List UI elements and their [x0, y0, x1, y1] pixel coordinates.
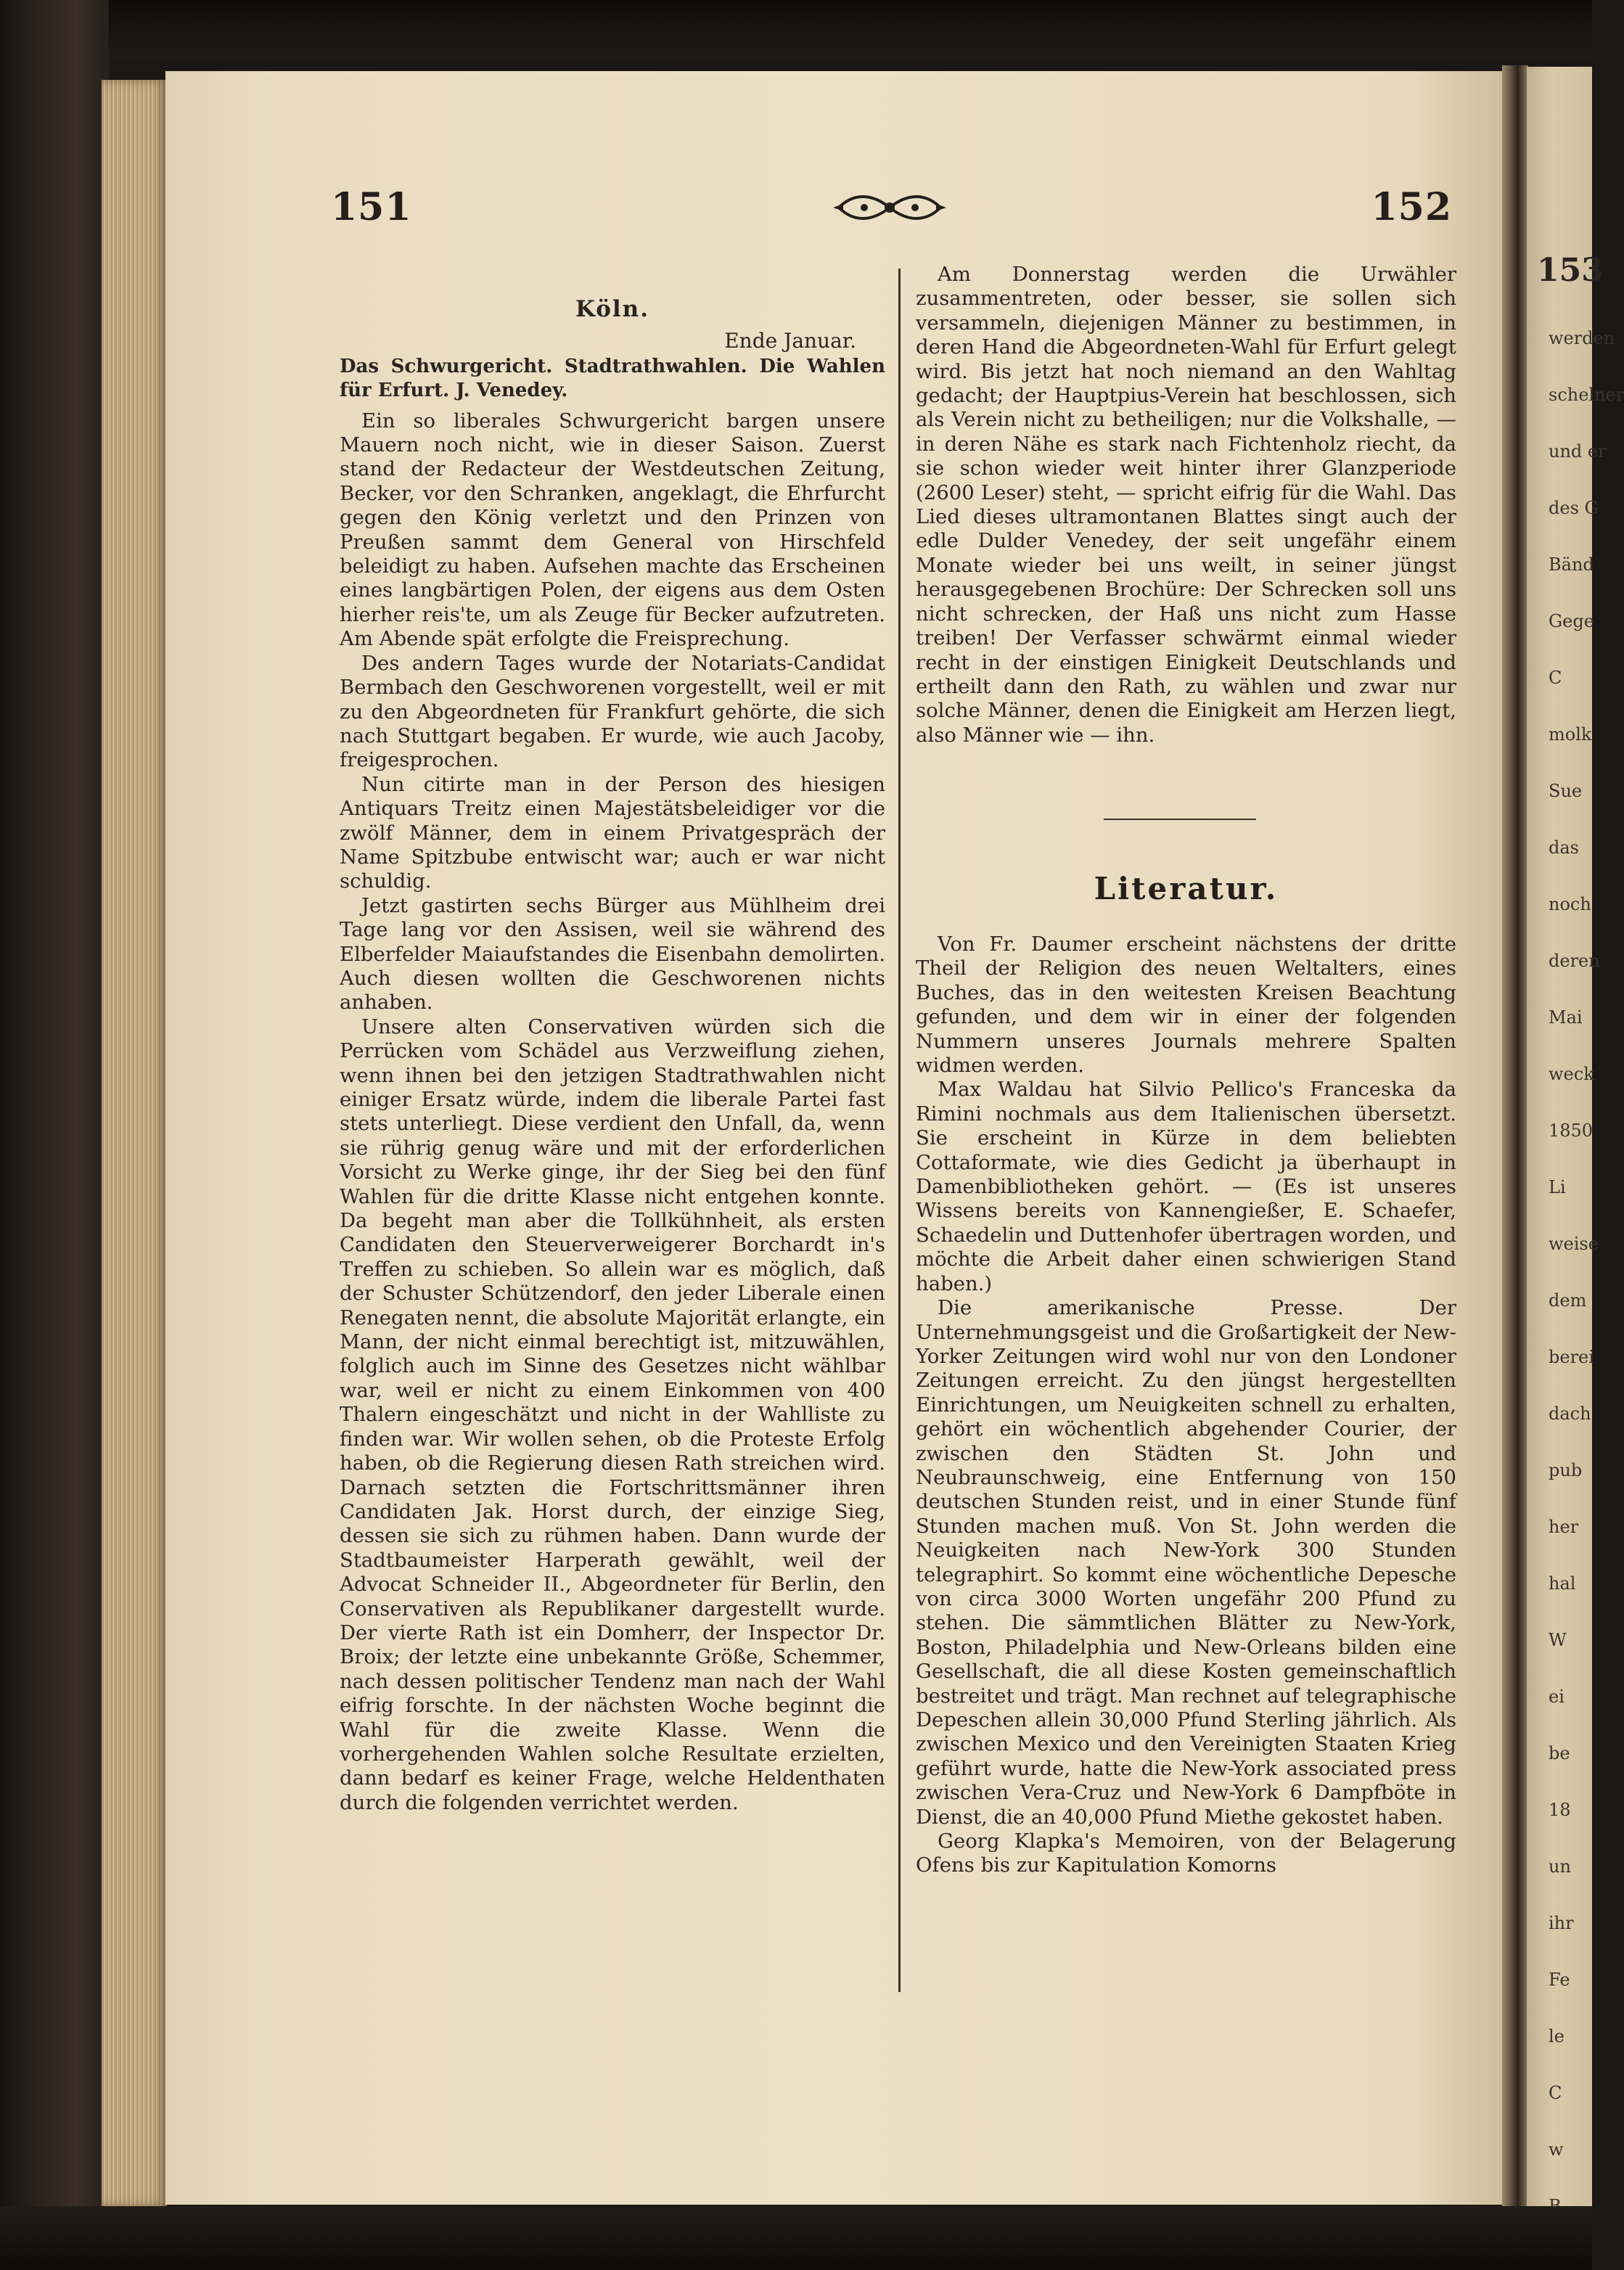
paragraph: Des andern Tages wurde der Notariats-Candidat Bermbach den Geschworenen vorgestellt, weil er mit zu den Abgeordneten für Frankfurt gehörte, die sich nach Stuttgart begaben. Er wurde, wie auch Jacoby, freigesprochen.	[340, 651, 885, 772]
next-page-fragment: dach	[1549, 1404, 1591, 1424]
next-page-fragment: un	[1549, 1856, 1571, 1877]
next-page-fragment: deren	[1549, 951, 1600, 971]
next-page-fragment: W	[1549, 1630, 1567, 1650]
next-page-fragment: 1850	[1549, 1120, 1594, 1141]
ornament-icon	[832, 189, 948, 226]
paragraph: Unsere alten Conservativen würden sich die Perrücken vom Schädel aus Verzweiflung ziehen, wenn ihnen bei den jetzigen Stadtrathwahlen nicht einiger Ersatz würde, indem die liberale Partei fast stets unterliegt. Diese verdient den Unfall, da, wenn sie rührig genug wäre und mit der erforderlichen Vorsicht zu Werke ginge, ihr der Sieg bei den fünf Wahlen für die dritte Klasse nicht entgehen konnte. Da begeht man aber die Tollkühnheit, als ersten Candidaten den Steuerverweigerer Borchardt in's Treffen zu schieben. So allein war es möglich, daß der Schuster Schützendorf, den jeder Liberale einen Renegaten nennt, die absolute Majorität erlangte, ein Mann, der nicht einmal berechtigt ist, mitzuwählen, folglich auch im Sinne des Gesetzes nicht wählbar war, weil er nicht zu einem Einkommen von 400 Thalern eingeschätzt und nicht in der Wahlliste zu finden war. Wir wollen sehen, ob die Proteste Erfolg haben, ob die Regierung diesen Rath streichen wird. Darnach setzten die Fortschrittsmänner ihren Candidaten Jak. Horst durch, der einzige Sieg, dessen sie sich zu rühmen haben. Dann wurde der Stadtbaumeister Harperath gewählt, weil der Advocat Schneider II., Abgeordneter für Berlin, den Conservativen als Republikaner dargestellt wurde. Der vierte Rath ist ein Domherr, der Inspector Dr. Broix; der letzte eine unbekannte Größe, Schemmer, nach dessen politischer Tendenz man nach der Wahl eifrig forschte. In der nächsten Woche beginnt die Wahl für die zweite Klasse. Wenn die vorhergehenden Wahlen solche Resultate erzielten, dann bedarf es keiner Frage, welche Heldenthaten durch die folgenden verrichtet werden.	[340, 1015, 885, 1814]
page-edges	[102, 80, 167, 2206]
article-heading: Köln.	[575, 296, 650, 322]
next-page-fragment: berei	[1549, 1347, 1594, 1367]
next-page-fragment: weck	[1549, 1064, 1594, 1084]
paragraph: Georg Klapka's Memoiren, von der Belagerung Ofens bis zur Kapitulation Komorns	[916, 1829, 1456, 1877]
next-page-fragment: 18	[1549, 1800, 1571, 1820]
book-gutter	[1502, 65, 1528, 2206]
next-page-fragment: schelner	[1549, 385, 1624, 405]
next-page-number: 153	[1537, 252, 1604, 289]
literature-section	[916, 933, 1456, 1878]
page-header	[331, 185, 1452, 236]
next-page-fragment: molk	[1549, 724, 1592, 745]
next-page-fragment: be	[1549, 1743, 1570, 1763]
book-frame-bottom	[0, 2206, 1592, 2270]
next-page-fragment: werden	[1549, 328, 1615, 348]
paragraph: Max Waldau hat Silvio Pellico's Franceska da Rimini nochmals aus dem Italienischen übersetzt. Sie erscheint in Kürze in dem beliebten Cottaformate, wie dies Gedicht ja überhaupt in Damenbibliotheken gehört. — (Es ist unseres Wissens bereits von Kannengießer, E. Schaefer, Schaedelin und Duttenhofer übertragen worden, und möchte die Arbeit daher einen schwierigen Stand haben.)	[916, 1078, 1456, 1295]
next-page-fragment: le	[1549, 2026, 1564, 2046]
next-page-fragment: Fe	[1549, 1970, 1570, 1990]
next-page-edge	[1527, 67, 1624, 2208]
next-page-fragment: des G	[1549, 498, 1599, 518]
paragraph: Nun citirte man in der Person des hiesigen Antiquars Treitz einen Majestätsbeleidiger vor die zwölf Männer, dem in einem Privatgespräch der Name Spitzbube entwischt war; auch er war nicht schuldig.	[340, 772, 885, 893]
left-column	[340, 298, 885, 1815]
next-page-fragment: pub	[1549, 1460, 1583, 1480]
next-page-fragment: C	[1549, 668, 1562, 688]
next-page-fragment: Sue	[1549, 781, 1583, 801]
column-divider	[898, 269, 901, 1992]
book-spine-left	[0, 0, 109, 2270]
next-page-fragment: her	[1549, 1517, 1579, 1537]
next-page-fragment: C	[1549, 2083, 1562, 2103]
section-rule	[1104, 819, 1256, 820]
next-page-fragment: w	[1549, 2139, 1564, 2160]
paragraph: Jetzt gastirten sechs Bürger aus Mühlheim drei Tage lang vor den Assisen, weil sie während des Elberfelder Maiaufstandes die Eisenbahn demolirten. Auch diesen wollten die Geschworenen nichts anhaben.	[340, 893, 885, 1015]
next-page-fragment: dem	[1549, 1290, 1587, 1311]
page-number-right: 152	[1371, 185, 1452, 229]
next-page-fragment: und er	[1549, 441, 1607, 462]
next-page-fragment: weise	[1549, 1234, 1599, 1254]
book-frame-top	[0, 0, 1592, 58]
article-subheading: Das Schwurgericht. Stadtrathwahlen. Die Wahlen für Erfurt. J. Venedey.	[340, 355, 885, 402]
next-page-fragment: ei	[1549, 1687, 1564, 1707]
paragraph: Von Fr. Daumer erscheint nächstens der dritte Theil der Religion des neuen Weltalters, eines Buches, das in den weitesten Kreisen Beachtung gefunden, und dem wir in einer der folgenden Nummern unseres Journals mehrere Spalten widmen werden.	[916, 933, 1456, 1078]
next-page-fragment: ihr	[1549, 1913, 1574, 1933]
paragraph: Ein so liberales Schwurgericht bargen unsere Mauern noch nicht, wie in dieser Saison. Zuerst stand der Redacteur der Westdeutschen Zeitung, Becker, vor den Schranken, angeklagt, die Ehrfurcht gegen den König verletzt und den Prinzen von Preußen sammt dem General von Hirschfeld beleidigt zu haben. Aufsehen machte das Erscheinen eines langbärtigen Polen, der eigens aus dem Osten hierher reis'te, um als Zeuge für Becker aufzutreten. Am Abende spät erfolgte die Freisprechung.	[340, 409, 885, 651]
next-page-fragment: hal	[1549, 1573, 1576, 1594]
right-column	[916, 263, 1456, 747]
next-page-fragment: Bänd	[1549, 554, 1594, 575]
section-heading: Literatur.	[1094, 871, 1279, 906]
next-page-fragment: Li	[1549, 1177, 1566, 1197]
page-number-left: 151	[331, 185, 412, 229]
next-page-fragment: noch	[1549, 894, 1591, 914]
article-dateline: Ende Januar.	[724, 329, 856, 353]
paragraph: Am Donnerstag werden die Urwähler zusammentreten, oder besser, sie sollen sich versammeln, diejenigen Männer zu bestimmen, in deren Hand die Abgeordneten-Wahl für Erfurt gelegt wird. Bis jetzt hat noch niemand an den Wahltag gedacht; der Hauptpius-Verein hat beschlossen, sich als Verein nicht zu betheiligen; nur die Volkshalle, — in deren Nähe es stark nach Fichtenholz riecht, da sie schon wieder weit hinter ihrer Glanzperiode (2600 Leser) steht, — spricht eifrig für die Wahl. Das Lied dieses ultramontanen Blattes singt auch der edle Dulder Venedey, der seit ungefähr einem Monate wieder bei uns weilt, in seiner jüngst herausgegebenen Brochüre: Der Schrecken soll uns nicht schrecken, der Haß uns nicht zum Hasse treiben! Der Verfasser schwärmt einmal wieder recht in der einstigen Einigkeit Deutschlands und ertheilt dann den Rath, zu wählen und zwar nur solche Männer, denen die Einigkeit am Herzen liegt, also Männer wie — ihn.	[916, 263, 1456, 747]
paragraph: Die amerikanische Presse. Der Unternehmungsgeist und die Großartigkeit der New-Yorker Zeitungen wird wohl nur von den Londoner Zeitungen erreicht. Zu den jüngst hergestellten Einrichtungen, um Neuigkeiten schnell zu erhalten, gehört ein wöchentlich abgehender Courier, der zwischen den Städten St. John und Neubraunschweig, eine Entfernung von 150 deutschen Stunden reist, und in einer Stunde fünf Stunden machen muß. Von St. John werden die Neuigkeiten nach New-York 300 Stunden telegraphirt. So kommt eine wöchentliche Depesche von circa 3000 Worten ungefähr 200 Pfund zu stehen. Die sämmtlichen Blätter zu New-York, Boston, Philadelphia und New-Orleans bilden eine Gesellschaft, die all diese Kosten gemeinschaftlich bestreitet und trägt. Man rechnet auf telegraphische Depeschen allein 30,000 Pfund Sterling jährlich. Als zwischen Mexico und den Vereinigten Staaten Krieg geführt wurde, hatte die New-York associated press zwischen Vera-Cruz und New-York 6 Dampfböte in Dienst, die an 40,000 Pfund Miethe gekostet haben.	[916, 1296, 1456, 1829]
next-page-fragment: Mai	[1549, 1007, 1583, 1028]
next-page-fragment: Gege	[1549, 611, 1594, 631]
next-page-fragment: das	[1549, 837, 1579, 858]
